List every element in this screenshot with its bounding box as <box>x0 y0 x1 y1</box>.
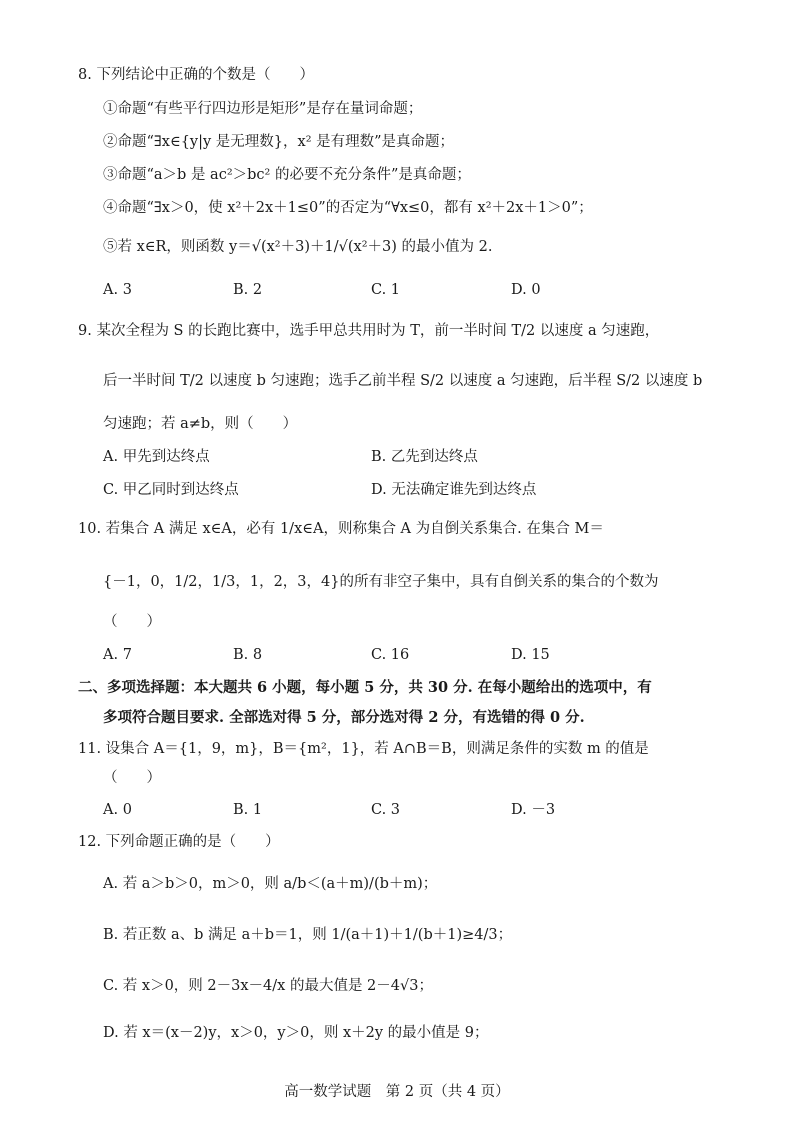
section-2-heading-line-1: 二、多项选择题：本大题共 6 小题，每小题 5 分，共 30 分. 在每小题给出的选项中，有 <box>78 679 652 696</box>
q8-statement-3: ③命题“a＞b 是 ac²＞bc² 的必要不充分条件”是真命题； <box>103 167 471 183</box>
q11-option-b: B. 1 <box>233 802 263 818</box>
q10-option-d: D. 15 <box>511 647 550 663</box>
question-8-stem: 8. 下列结论中正确的个数是（ ） <box>78 67 314 83</box>
q11-option-c: C. 3 <box>371 802 401 818</box>
q9-option-c: C. 甲乙同时到达终点 <box>103 482 239 498</box>
q10-option-c: C. 16 <box>371 647 410 663</box>
question-10-line-1: 10. 若集合 A 满足 x∈A，必有 1/x∈A，则称集合 A 为自倒关系集合. 在集合 M＝ <box>78 521 604 537</box>
question-9-line-3: 匀速跑；若 a≠b，则（ ） <box>103 416 298 432</box>
q8-option-d: D. 0 <box>511 282 541 298</box>
q12-option-a: A. 若 a＞b＞0，m＞0，则 a/b＜(a＋m)/(b＋m)； <box>103 876 438 892</box>
page-footer: 高一数学试题 第 2 页（共 4 页） <box>284 1084 510 1100</box>
q9-option-a: A. 甲先到达终点 <box>103 449 210 465</box>
q8-option-c: C. 1 <box>371 282 401 298</box>
q8-statement-4: ④命题“∃x＞0，使 x²＋2x＋1≤0”的否定为“∀x≤0，都有 x²＋2x＋1＞0”； <box>103 200 593 216</box>
question-11-line-1: 11. 设集合 A＝{1，9，m}，B＝{m²，1}，若 A∩B＝B，则满足条件的实数 m 的值是 <box>78 741 649 757</box>
section-2-heading-line-2: 多项符合题目要求. 全部选对得 5 分，部分选对得 2 分，有选错的得 0 分. <box>103 709 585 726</box>
q8-statement-2: ②命题“∃x∈{y|y 是无理数}，x² 是有理数”是真命题； <box>103 134 455 150</box>
question-9-line-1: 9. 某次全程为 S 的长跑比赛中，选手甲总共用时为 T，前一半时间 T/2 以速度 a 匀速跑， <box>78 323 660 339</box>
q8-statement-1: ①命题“有些平行四边形是矩形”是存在量词命题； <box>103 101 423 117</box>
q12-option-c: C. 若 x＞0，则 2－3x－4/x 的最大值是 2－4√3； <box>103 978 433 994</box>
question-12-stem: 12. 下列命题正确的是（ ） <box>78 834 280 850</box>
q11-option-d: D. －3 <box>511 802 556 818</box>
q8-option-b: B. 2 <box>233 282 263 298</box>
q9-option-d: D. 无法确定谁先到达终点 <box>371 482 537 498</box>
q10-option-a: A. 7 <box>103 647 132 663</box>
question-11-line-2: （ ） <box>103 770 161 786</box>
q8-option-a: A. 3 <box>103 282 132 298</box>
q12-option-b: B. 若正数 a、b 满足 a＋b＝1，则 1/(a＋1)＋1/(b＋1)≥4/3； <box>103 927 513 943</box>
question-10-line-3: （ ） <box>103 614 161 630</box>
question-9-line-2: 后一半时间 T/2 以速度 b 匀速跑；选手乙前半程 S/2 以速度 a 匀速跑，后半程 S/2 以速度 b <box>103 373 703 389</box>
q10-option-b: B. 8 <box>233 647 263 663</box>
q12-option-d: D. 若 x＝(x－2)y，x＞0，y＞0，则 x＋2y 的最小值是 9； <box>103 1025 489 1041</box>
q8-statement-5: ⑤若 x∈R，则函数 y＝√(x²＋3)＋1/√(x²＋3) 的最小值为 2. <box>103 239 493 255</box>
q9-option-b: B. 乙先到达终点 <box>371 449 478 465</box>
question-10-line-2: {－1，0，1/2，1/3，1，2，3，4}的所有非空子集中，具有自倒关系的集合的个数为 <box>103 574 659 590</box>
q11-option-a: A. 0 <box>103 802 132 818</box>
